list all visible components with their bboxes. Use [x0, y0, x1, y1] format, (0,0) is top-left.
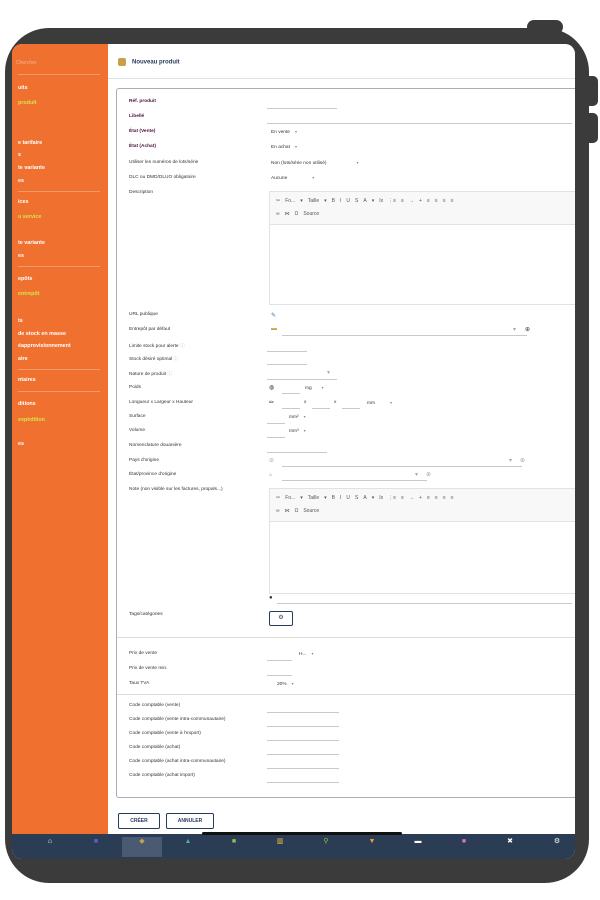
editor-tool[interactable]: ∞ — [276, 211, 280, 217]
cc-vente-export-label: Code comptable (vente à l'export) — [129, 731, 201, 736]
editor-tool[interactable]: ✂ — [276, 495, 281, 501]
editor-tool[interactable]: ≡ — [442, 198, 446, 204]
editor-tool[interactable]: ∞ — [276, 508, 280, 514]
editor-tool[interactable]: Taille — [307, 198, 320, 204]
bottom-nav-item[interactable] — [30, 837, 70, 857]
search-icon: ⚲ — [323, 838, 329, 845]
dim-unit-select[interactable]: mm ▾ — [367, 400, 393, 406]
editor-tool[interactable]: U — [346, 198, 351, 204]
libelle-label: Libellé — [129, 114, 145, 119]
dim-separator: x — [304, 400, 307, 405]
editor-tool[interactable]: B — [331, 198, 335, 204]
sidebar-item[interactable]: éapprovisionnement — [18, 343, 71, 349]
url-label: URL publique — [129, 312, 158, 317]
home-icon: ⌂ — [47, 838, 53, 845]
section-divider — [117, 637, 575, 638]
tags-label: Tags/catégories — [129, 612, 163, 617]
bottom-nav-item[interactable] — [214, 837, 254, 857]
dimensions-label: Longueur x Largeur x Hauteur — [129, 400, 193, 405]
sidebar-item[interactable]: s — [18, 152, 21, 158]
editor-toolbar — [270, 489, 575, 522]
pays-label: Pays d'origine — [129, 458, 159, 463]
province-select[interactable] — [282, 480, 427, 481]
tags-input[interactable] — [277, 603, 572, 604]
editor-tool[interactable]: → — [408, 198, 414, 204]
editor-tool[interactable]: I — [340, 495, 342, 501]
add-category-button[interactable]: ⚙ — [269, 611, 293, 626]
cart-icon: ▼ — [368, 838, 376, 845]
poids-unit-select[interactable]: mg ▾ — [305, 385, 324, 391]
editor-tool[interactable]: → — [408, 495, 414, 501]
editor-toolbar — [270, 192, 575, 225]
limite-label: Limite stock pour alerte ⓘ — [129, 344, 185, 349]
editor-tool[interactable]: ≡ — [450, 495, 454, 501]
surface-input[interactable] — [267, 423, 285, 424]
create-button[interactable]: CRÉER — [118, 813, 160, 829]
sidebar-item[interactable]: es — [18, 441, 24, 447]
chevron-down-icon[interactable]: ▾ — [513, 327, 517, 333]
cc-achat-import-label: Code comptable (achat import) — [129, 773, 195, 778]
limite-input[interactable] — [267, 351, 307, 352]
editor-tool[interactable]: + — [418, 495, 422, 501]
etat-achat-label: État (Achat) — [129, 144, 156, 149]
chevron-down-icon[interactable]: ▾ — [327, 370, 331, 376]
sidebar-search[interactable]: Chercher — [16, 60, 37, 66]
editor-tool[interactable]: Fo... — [285, 495, 296, 501]
add-icon[interactable]: ⊕ — [426, 472, 432, 478]
sidebar-divider — [18, 191, 100, 192]
ruler-icon: ✏ — [269, 400, 275, 406]
globe-icon: ⊘ — [269, 458, 275, 464]
cancel-button[interactable]: ANNULER — [166, 813, 214, 829]
sidebar-item[interactable]: ts — [18, 318, 23, 324]
editor-tool[interactable]: Source — [303, 211, 320, 217]
editor-tool[interactable]: Ix — [379, 198, 384, 204]
user-icon: ■ — [93, 838, 99, 845]
prix-min-label: Prix de vente min. — [129, 666, 168, 671]
main-content — [108, 44, 575, 834]
editor-tool[interactable]: ▾ — [371, 198, 375, 204]
volume-label: Volume — [129, 428, 145, 433]
length-input[interactable] — [282, 408, 300, 409]
editor-tool[interactable]: ≡ — [450, 198, 454, 204]
etat-vente-label: État (Vente) — [129, 129, 156, 134]
description-label: Description — [129, 190, 153, 195]
pays-select[interactable] — [282, 466, 522, 467]
prix-vente-label: Prix de vente — [129, 651, 157, 656]
editor-tool[interactable]: I — [340, 198, 342, 204]
editor-tool[interactable]: ⋮≡ — [388, 495, 397, 501]
sidebar-item[interactable]: de stock en masse — [18, 331, 66, 337]
sidebar-item[interactable]: te variante — [18, 240, 45, 246]
chevron-down-icon[interactable]: ▾ — [509, 458, 513, 464]
editor-tool[interactable]: ✂ — [276, 198, 281, 204]
editor-tool[interactable]: + — [418, 198, 422, 204]
sidebar-item[interactable]: u service — [18, 214, 42, 220]
nature-select[interactable] — [267, 379, 337, 380]
poids-label: Poids — [129, 385, 141, 390]
sidebar — [12, 44, 108, 834]
agenda-icon: ■ — [461, 838, 467, 845]
ref-input[interactable] — [267, 108, 337, 109]
tablet-side-button — [584, 113, 598, 143]
cc-achat-intra-input[interactable] — [267, 768, 339, 769]
editor-tool[interactable]: ≡ — [442, 495, 446, 501]
editor-tool[interactable]: Ω — [294, 211, 299, 217]
sidebar-item[interactable]: uits — [18, 85, 28, 91]
home-indicator — [202, 832, 402, 835]
add-icon[interactable]: ⊕ — [520, 458, 526, 464]
dlc-select[interactable]: Aucune ▾ — [271, 175, 315, 181]
product-icon — [118, 58, 126, 66]
dlc-label: DLC ou DMD/DLUO obligatoire — [129, 175, 196, 180]
tva-label: Taux TVA — [129, 681, 150, 686]
sidebar-item[interactable]: es — [18, 178, 24, 184]
product-form — [116, 88, 575, 798]
add-icon[interactable]: ⊕ — [525, 327, 531, 333]
stock-optimal-label: Stock désiré optimal ⓘ — [129, 357, 179, 362]
edit-icon[interactable]: ✎ — [271, 313, 277, 319]
poids-input[interactable] — [282, 393, 300, 394]
sidebar-item[interactable]: ditions — [18, 401, 36, 407]
sidebar-item[interactable]: epôts — [18, 276, 33, 282]
screen — [12, 44, 575, 859]
tablet-side-button — [584, 76, 598, 106]
editor-tool[interactable]: ≡ — [401, 495, 404, 501]
volume-input[interactable] — [267, 437, 285, 438]
sidebar-divider — [18, 369, 100, 370]
chevron-down-icon[interactable]: ▾ — [415, 472, 419, 478]
page-title: Nouveau produit — [118, 58, 180, 66]
cc-achat-intra-label: Code comptable (achat intra-communautaire) — [129, 759, 226, 764]
etat-vente-select[interactable]: En vente ▾ — [271, 129, 297, 135]
sidebar-item[interactable]: es — [18, 253, 24, 259]
weight-icon: ◍ — [269, 385, 275, 391]
bottom-nav-item[interactable] — [168, 837, 208, 857]
bottom-nav-item[interactable] — [260, 837, 300, 857]
volume-unit-select[interactable]: mm³ ▾ — [289, 428, 306, 434]
note-editor[interactable] — [269, 488, 575, 594]
ref-label: Réf. produit — [129, 99, 156, 104]
editor-tool[interactable]: ≡ — [426, 495, 430, 501]
sidebar-item[interactable]: e tarifaire — [18, 140, 43, 146]
editor-tool[interactable]: Taille — [307, 495, 320, 501]
lots-select[interactable]: Non (lots/série non utilisé) ▾ — [271, 160, 359, 166]
cc-vente-export-input[interactable] — [267, 740, 339, 741]
prix-min-input[interactable] — [267, 675, 292, 676]
editor-tool[interactable]: Source — [303, 508, 320, 514]
building-icon: ▲ — [184, 838, 192, 845]
prix-type-select[interactable]: H... ▾ — [299, 651, 314, 657]
height-input[interactable] — [342, 408, 360, 409]
sidebar-item[interactable]: ntaires — [18, 377, 36, 383]
product-icon: ◆ — [139, 838, 145, 845]
doc-icon: ■ — [231, 838, 237, 845]
tva-select[interactable]: 20% ▾ — [277, 681, 294, 687]
cc-vente-intra-label: Code comptable (vente intra-communautaire) — [129, 717, 226, 722]
editor-tool[interactable]: B — [331, 495, 335, 501]
bottom-nav-item[interactable] — [547, 837, 567, 857]
cc-achat-import-input[interactable] — [267, 782, 339, 783]
warehouse-icon: ▬ — [271, 326, 277, 332]
libelle-input[interactable] — [267, 123, 572, 124]
editor-tool[interactable]: ≡ — [434, 495, 438, 501]
sidebar-item[interactable]: ices — [18, 199, 29, 205]
bottom-nav-item[interactable] — [306, 837, 346, 857]
editor-tool[interactable]: ▾ — [324, 198, 327, 204]
province-label: État/province d'origine — [129, 472, 177, 477]
width-input[interactable] — [312, 408, 330, 409]
bottom-navigation — [12, 834, 575, 859]
tag-icon: ● — [269, 595, 273, 601]
sidebar-item[interactable]: entrepôt — [18, 291, 40, 297]
bank-icon: ▥ — [276, 838, 284, 845]
stock-optimal-input[interactable] — [267, 364, 307, 365]
editor-tool[interactable]: S — [355, 495, 359, 501]
editor-tool[interactable]: ▾ — [300, 198, 303, 204]
editor-tool[interactable]: ⋈ — [284, 508, 290, 514]
surface-unit-select[interactable]: mm² ▾ — [289, 414, 306, 420]
title-divider — [108, 78, 575, 79]
map-icon: ▵ — [269, 472, 273, 478]
lots-label: Utiliser les numéros de lots/série — [129, 160, 199, 165]
editor-tool[interactable]: ⋈ — [284, 211, 290, 217]
editor-tool[interactable]: Ω — [294, 508, 299, 514]
surface-label: Surface — [129, 414, 146, 419]
cc-achat-label: Code comptable (achat) — [129, 745, 181, 750]
editor-tool[interactable]: A — [363, 495, 367, 501]
entrepot-select[interactable] — [282, 335, 527, 336]
bottom-nav-item[interactable] — [490, 837, 530, 857]
bottom-nav-item[interactable] — [76, 837, 116, 857]
editor-tool[interactable]: ≡ — [426, 198, 430, 204]
bottom-nav-item[interactable] — [398, 837, 438, 857]
etat-achat-select[interactable]: En achat ▾ — [271, 144, 297, 150]
sidebar-item[interactable]: aire — [18, 356, 28, 362]
sidebar-divider — [18, 74, 100, 75]
description-editor[interactable] — [269, 191, 575, 305]
sidebar-item[interactable]: te variante — [18, 165, 45, 171]
sidebar-item[interactable]: expédition — [18, 417, 45, 423]
editor-tool[interactable]: ▾ — [371, 495, 375, 501]
editor-tool[interactable]: ≡ — [401, 198, 404, 204]
entrepot-label: Entrepôt par défaut — [129, 327, 171, 332]
editor-tool[interactable]: ▾ — [324, 495, 327, 501]
editor-tool[interactable]: Fo... — [285, 198, 296, 204]
editor-tool[interactable]: A — [363, 198, 367, 204]
prix-vente-input[interactable] — [267, 660, 292, 661]
cc-vente-input[interactable] — [267, 712, 339, 713]
settings-icon: ⚙ — [553, 838, 561, 845]
douane-label: Nomenclature douanière — [129, 443, 182, 448]
editor-tool[interactable]: U — [346, 495, 351, 501]
editor-tool[interactable]: S — [355, 198, 359, 204]
folder-icon: ▬ — [414, 838, 422, 845]
note-label: Note (non visible sur les factures, propals...) — [129, 487, 223, 492]
dim-separator: x — [334, 400, 337, 405]
sidebar-divider — [18, 266, 100, 267]
editor-tool[interactable]: Ix — [379, 495, 384, 501]
cc-vente-intra-input[interactable] — [267, 726, 339, 727]
sidebar-item[interactable]: produit — [18, 100, 37, 106]
sidebar-divider — [18, 391, 100, 392]
editor-tool[interactable]: ▾ — [300, 495, 303, 501]
cc-vente-label: Code comptable (vente) — [129, 703, 181, 708]
editor-tool[interactable]: ≡ — [434, 198, 438, 204]
nature-label: Nature de produit ⓘ — [129, 372, 173, 377]
section-divider — [117, 694, 575, 695]
bottom-nav-item[interactable] — [352, 837, 392, 857]
douane-input[interactable] — [267, 452, 327, 453]
bottom-nav-item[interactable] — [122, 837, 162, 857]
tools-icon: ✖ — [507, 838, 513, 845]
tablet-top-button — [527, 20, 563, 34]
cc-achat-input[interactable] — [267, 754, 339, 755]
bottom-nav-item[interactable] — [444, 837, 484, 857]
editor-tool[interactable]: ⋮≡ — [388, 198, 397, 204]
